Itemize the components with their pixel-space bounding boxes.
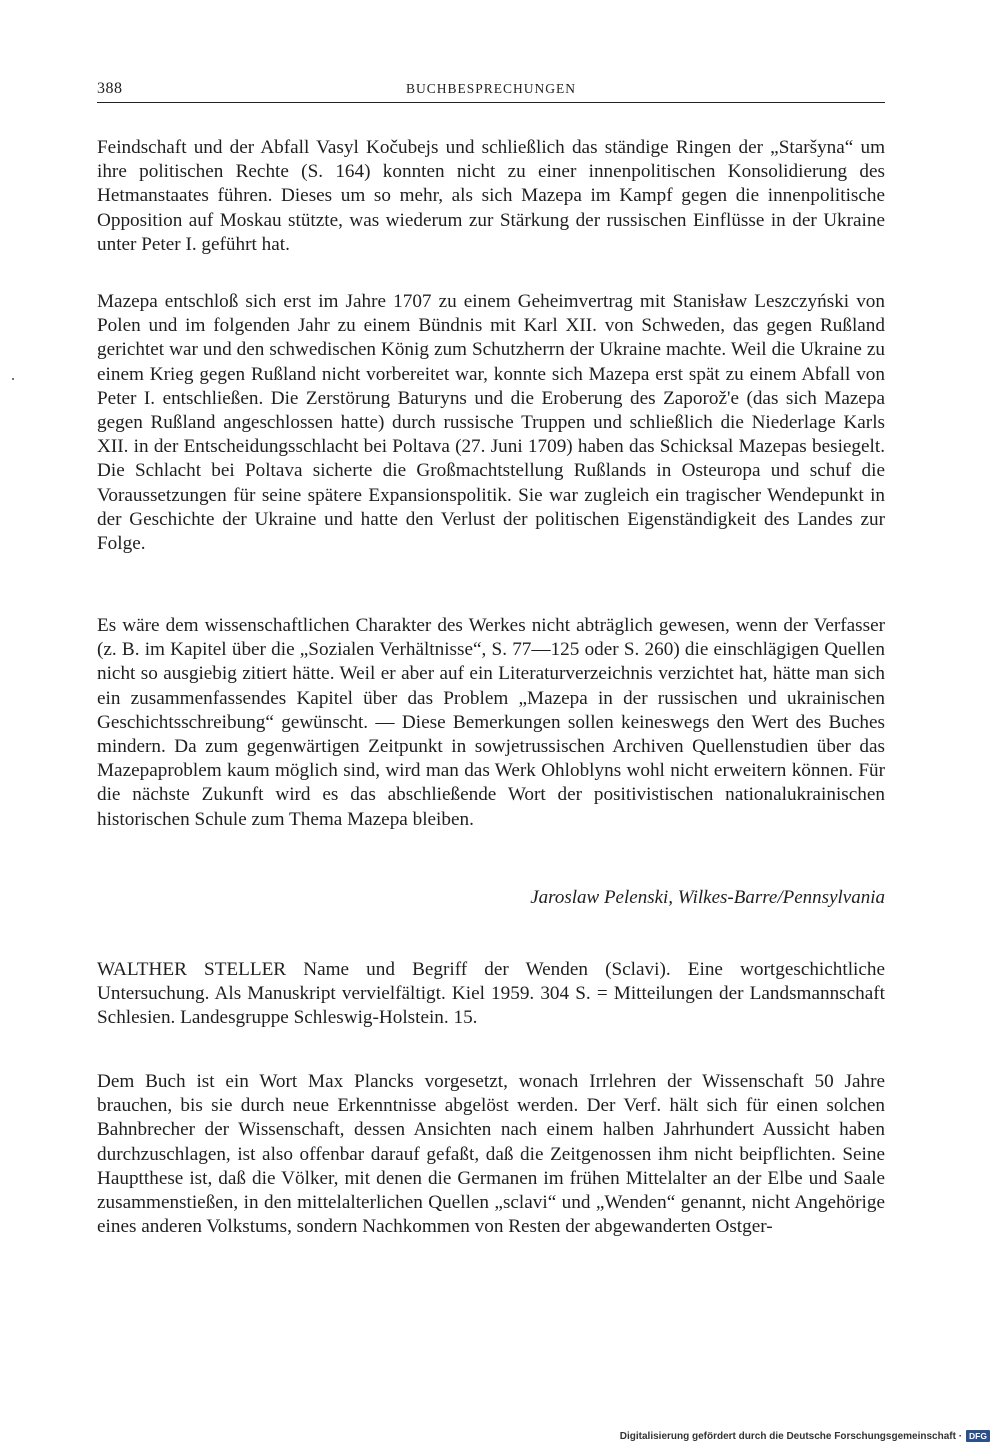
digitization-footer — [620, 1430, 990, 1442]
review2-paragraph-1: Dem Buch ist ein Wort Max Plancks vorgesetzt, wonach Irrlehren der Wissenschaft 50 Jahre brauchen, bis sie durch neue Erkenntnisse abgelöst werden. Der Verf. hält sich für einen solchen Bahnbrecher der Wissenschaft, dessen Ansichten nach einem halben Jahrhundert Aussicht haben durchzuschlagen, ist also offenbar darauf gefaßt, daß die Zeitgenossen ihm nicht beipflichten. Seine Hauptthese ist, daß die Völker, mit denen die Germanen im frühen Mittelalter an der Elbe und Saale zusammenstießen, in den mittelalterlichen Quellen „sclavi“ und „Wenden“ genannt, nicht Angehörige eines anderen Volkstums, sondern Nachkommen von Resten der abgewanderten Ostger- — [97, 1071, 885, 1238]
reviewer-signature: Jaroslaw Pelenski, Wilkes-Barre/Pennsylvania — [530, 887, 885, 908]
review2-citation: WALTHER STELLER Name und Begriff der Wenden (Sclavi). Eine wortgeschichtliche Untersuchung. Als Manuskript vervielfältigt. Kiel 1959. 304 S. = Mitteilungen der Landsmannschaft Schlesien. Landesgruppe Schleswig-Holstein. 15. — [97, 959, 885, 1029]
review1-paragraph-1: Feindschaft und der Abfall Vasyl Kočubejs und schließlich das ständige Ringen der „Staršyna“ um ihre politischen Rechte (S. 164) konnten nicht zu einer innenpolitischen Konsolidierung des Hetmanstaates führen. Dieses um so mehr, als sich Mazepa im Kampf gegen die innenpolitische Opposition auf Moskau stützte, was wiederum zur Stärkung der russischen Einflüsse in der Ukraine unter Peter I. geführt hat. — [97, 137, 885, 255]
review1-paragraph-2: Mazepa entschloß sich erst im Jahre 1707 zu einem Geheimvertrag mit Stanisław Leszczyński von Polen und im folgenden Jahr zu einem Bündnis mit Karl XII. von Schweden, das gegen Rußland gerichtet war und den schwedischen König zum Schutzherrn der Ukraine machte. Weil die Ukraine zu einem Krieg gegen Rußland nicht vorbereitet war, konnte sich Mazepa erst spät zu einem Abfall von Peter I. entschließen. Die Zerstörung Baturyns und die Eroberung des Zaporož'e (das sich Mazepa gegen Rußland angeschlossen hatte) durch russische Truppen und schließlich die Niederlage Karls XII. in der Entscheidungsschlacht bei Poltava (27. Juni 1709) haben das Schicksal Mazepas besiegelt. Die Schlacht bei Poltava sicherte die Großmachtstellung Rußlands in Osteuropa und schuf die Voraussetzungen für seine spätere Expansionspolitik. Sie war zugleich ein tragischer Wendepunkt in der Geschichte der Ukraine und hatte den Verlust der politischen Eigenständigkeit des Landes zur Folge. — [97, 291, 885, 555]
review1-paragraph-3: Es wäre dem wissenschaftlichen Charakter des Werkes nicht abträglich gewesen, wenn der Verfasser (z. B. im Kapitel über die „Sozialen Verhältnisse“, S. 77—125 oder S. 260) die einschlägigen Quellen nicht so ausgiebig zitiert hätte. Weil er aber auf ein Literaturverzeichnis verzichtet hat, hätte man sich ein zusammenfassendes Kapitel über das Problem „Mazepa in der russischen und ukrainischen Geschichtsschreibung“ gewünscht. — Diese Bemerkungen sollen keineswegs den Wert des Buches mindern. Da zum gegenwärtigen Zeitpunkt in sowjetrussischen Archiven Quellenstudien über das Mazepaproblem kaum möglich sind, wird man das Werk Ohloblyns wohl nicht erweitern können. Für die nächste Zukunft wird es das abschließende Wort der positivistischen nationalukrainischen historischen Schule zum Thema Mazepa bleiben. — [97, 615, 885, 830]
running-head: BUCHBESPRECHUNGEN — [405, 81, 577, 96]
dfg-logo-icon: DFG — [966, 1430, 990, 1442]
page-number: 388 — [97, 80, 123, 97]
footer-text: Digitalisierung gefördert durch die Deutsche Forschungsgemeinschaft · — [619, 1430, 963, 1442]
margin-mark — [12, 378, 14, 380]
page-header — [97, 78, 885, 103]
